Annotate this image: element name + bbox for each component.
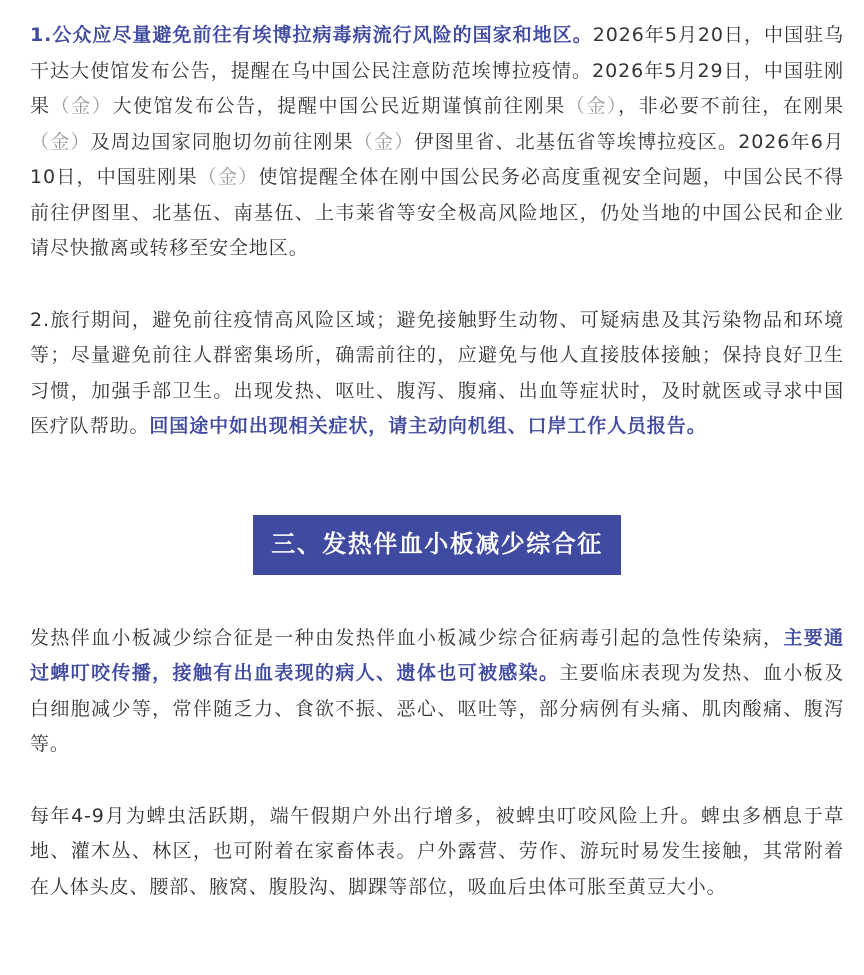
text-segment: 及周边国家同胞切勿前往刚果 [90,130,354,153]
text-segment: ，非必要不前往，在刚果 [618,95,845,117]
text-segment: 2026年5月20日，中国驻乌干达大使馆发布公告，提醒在乌中国公民注意防范埃博拉疫情。2026年5月29日，中国驻刚果 [30,24,844,117]
paragraph-tick-season [30,799,844,906]
text-segment: 使馆提醒全体在刚中国公民务必高度重视安全问题，中国公民不得前往伊图里、北基伍、南基伍、上韦莱省等安全极高风险地区，仍处当地的中国公民和企业请尽快撤离或转移至安全地区。 [30,166,845,259]
text-segment: 伊图里省、北基伍省等埃博拉疫区。2026年6月10日，中国驻刚果 [30,130,845,188]
parenthesis-kinshasa: （金） [565,95,619,117]
highlight-avoid-risk-areas: 1.公众应尽量避免前往有埃博拉病毒病流行风险的国家和地区。 [30,24,593,46]
parenthesis-kinshasa: （金） [353,130,415,153]
parenthesis-kinshasa: （金） [50,95,113,117]
highlight-report-symptoms: 回国途中如出现相关症状，请主动向机组、口岸工作人员报告。 [149,415,707,437]
paragraph-sfts-intro [30,621,844,763]
parenthesis-kinshasa: （金） [30,130,91,153]
text-segment: 发热伴血小板减少综合征是一种由发热伴血小板减少综合征病毒引起的急性传染病， [30,626,784,649]
text-segment: 2.旅行期间，避免前往疫情高风险区域；避免接触野生动物、可疑病患及其污染物品和环境等；尽量避免前往人群密集场所，确需前往的，应避免与他人直接肢体接触；保持良好卫生习惯，加强手部卫生。出现发热、呕吐、腹泻、腹痛、出血等症状时，及时就医或寻求中国医疗队帮助。 [30,308,844,437]
text-segment: 大使馆发布公告，提醒中国公民近期谨慎前往刚果 [112,95,566,117]
text-segment: 每年4-9月为蜱虫活跃期，端午假期户外出行增多，被蜱虫叮咬风险上升。蜱虫多栖息于草地、灌木丛、林区，也可附着在家畜体表。户外露营、劳作、游玩时易发生接触，其常附着在人体头皮、腰部、腋窝、腹股沟、脚踝等部位，吸血后虫体可胀至黄豆大小。 [30,804,844,898]
section-heading-sfts: 三、发热伴血小板减少综合征 [253,515,621,575]
section-heading-wrapper [30,515,844,577]
text-segment: 主要临床表现为发热、血小板及白细胞减少等，常伴随乏力、食欲不振、恶心、呕吐等，部分病例有头痛、肌肉酸痛、腹泻等。 [30,662,845,755]
paragraph-ebola-travel-advice [30,18,844,267]
parenthesis-kinshasa: （金） [197,166,259,188]
highlight-tick-transmission: 主要通过蜱叮咬传播，接触有出血表现的病人、遗体也可被感染。 [30,626,844,684]
paragraph-travel-precautions [30,303,844,445]
